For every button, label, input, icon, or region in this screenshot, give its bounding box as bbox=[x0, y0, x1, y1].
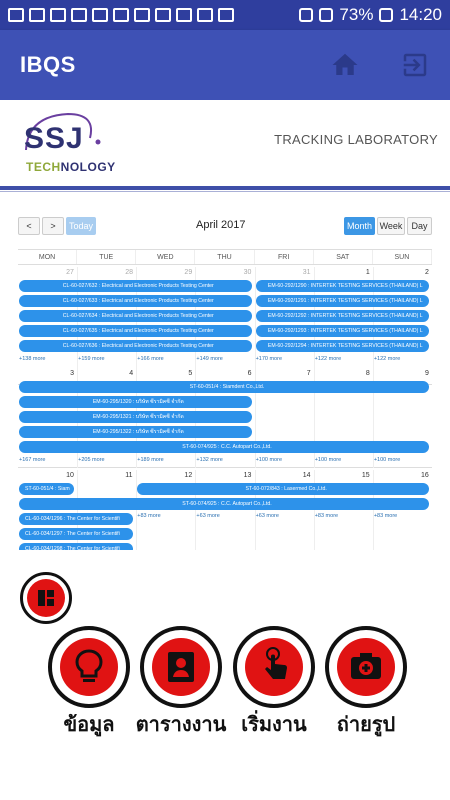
day-divider bbox=[314, 470, 315, 550]
day-number[interactable]: 14 bbox=[302, 472, 311, 479]
calendar-week bbox=[18, 368, 432, 468]
day-number[interactable]: 28 bbox=[125, 269, 134, 276]
weekday-header bbox=[18, 249, 432, 265]
calendar-event[interactable]: CL-60-034/1298 : The Center for Scientifi bbox=[19, 543, 133, 550]
company-logo bbox=[18, 108, 118, 178]
touch-icon bbox=[245, 638, 303, 696]
logo-text: SSJ bbox=[24, 122, 84, 155]
day-number[interactable]: 11 bbox=[125, 472, 133, 479]
day-number[interactable]: 6 bbox=[247, 370, 252, 377]
next-month-button[interactable]: > bbox=[42, 217, 64, 235]
calendar-event[interactable]: EM-60-292/1291 : INTERTEK TESTING SERVICES (THAILAND) L bbox=[256, 295, 429, 307]
day-number[interactable]: 16 bbox=[421, 472, 429, 479]
calendar-toolbar bbox=[18, 215, 432, 237]
day-number[interactable]: 5 bbox=[188, 370, 193, 377]
wifi-icon bbox=[299, 8, 313, 22]
camera-icon bbox=[337, 638, 395, 696]
divider bbox=[0, 186, 450, 190]
more-events-link[interactable]: +83 more bbox=[314, 513, 339, 519]
today-button[interactable]: Today bbox=[66, 217, 96, 235]
calendar-week bbox=[18, 470, 432, 550]
calendar-event[interactable]: ST-60-051/4 : Siam bbox=[19, 483, 74, 495]
more-events-link[interactable]: +100 more bbox=[314, 457, 342, 463]
weekday-label: MON bbox=[18, 250, 77, 264]
schedule-label: ตารางงาน bbox=[135, 714, 227, 736]
day-number[interactable]: 1 bbox=[365, 269, 370, 276]
weekday-label: SAT bbox=[314, 250, 373, 264]
home-button[interactable] bbox=[330, 50, 360, 80]
tagline: TRACKING LABORATORY bbox=[274, 132, 438, 147]
day-view-button[interactable]: Day bbox=[407, 217, 432, 235]
menu-grid-button[interactable] bbox=[20, 572, 72, 624]
facebook-icon bbox=[92, 8, 108, 22]
calendar-event[interactable]: EM-60-292/1294 : INTERTEK TESTING SERVICES (THAILAND) L bbox=[256, 340, 429, 352]
more-events-link[interactable]: +170 more bbox=[255, 356, 283, 362]
weekday-label: TUE bbox=[77, 250, 136, 264]
badge-icon bbox=[152, 638, 210, 696]
day-number[interactable]: 7 bbox=[306, 370, 311, 377]
calendar-event[interactable]: CL-60-027/635 : Electrical and Electronic Products Testing Center bbox=[19, 325, 252, 337]
day-number[interactable]: 12 bbox=[184, 472, 193, 479]
day-divider bbox=[255, 470, 256, 550]
calendar-event[interactable]: EM-60-295/1322 : บริษัท ซีรามิคซี จำกัด bbox=[19, 426, 252, 438]
day-divider bbox=[195, 470, 196, 550]
day-number[interactable]: 29 bbox=[184, 269, 193, 276]
more-events-link[interactable]: +63 more bbox=[196, 513, 220, 519]
more-events-link[interactable]: +138 more bbox=[19, 356, 46, 362]
image-icon bbox=[218, 8, 234, 22]
week-view-button[interactable]: Week bbox=[377, 217, 405, 235]
more-events-link[interactable]: +189 more bbox=[137, 457, 164, 463]
day-number[interactable]: 13 bbox=[243, 472, 252, 479]
more-events-link[interactable]: +100 more bbox=[373, 457, 401, 463]
more-events-link[interactable]: +166 more bbox=[137, 356, 164, 362]
day-divider bbox=[373, 470, 374, 550]
status-bar bbox=[0, 0, 450, 30]
calendar-event[interactable]: EM-60-292/1293 : INTERTEK TESTING SERVICES (THAILAND) L bbox=[256, 325, 429, 337]
more-events-link[interactable]: +122 more bbox=[314, 356, 342, 362]
more-events-link[interactable]: +83 more bbox=[373, 513, 398, 519]
calendar-event[interactable]: ST-60-072/843 : Lasermed Co.,Ltd. bbox=[137, 483, 429, 495]
exit-button[interactable] bbox=[400, 50, 430, 80]
calendar-event[interactable]: ST-60-051/4 : Siamdent Co.,Ltd. bbox=[19, 381, 429, 393]
close-box-icon bbox=[50, 8, 66, 22]
calendar-event[interactable]: CL-60-027/636 : Electrical and Electronic Products Testing Center bbox=[19, 340, 252, 352]
day-number[interactable]: 8 bbox=[365, 370, 370, 377]
calendar-event[interactable]: CL-60-027/634 : Electrical and Electronic Products Testing Center bbox=[19, 310, 252, 322]
app-bar bbox=[0, 30, 450, 100]
more-events-link[interactable]: +122 more bbox=[373, 356, 401, 362]
more-events-link[interactable]: +63 more bbox=[255, 513, 279, 519]
calendar-event[interactable]: EM-60-295/1320 : บริษัท ซีรามิคซี จำกัด bbox=[19, 396, 252, 408]
calendar-event[interactable]: ST-60-074/925 : C.C. Autopart Co.,Ltd. bbox=[19, 498, 429, 510]
shield-icon bbox=[176, 8, 192, 22]
more-events-link[interactable]: +167 more bbox=[19, 457, 46, 463]
calendar-event[interactable]: CL-60-027/633 : Electrical and Electronic Products Testing Center bbox=[19, 295, 252, 307]
day-number[interactable]: 9 bbox=[425, 370, 429, 377]
prev-month-button[interactable]: < bbox=[18, 217, 40, 235]
image-icon bbox=[155, 8, 171, 22]
calendar-event[interactable]: EM-60-292/1292 : INTERTEK TESTING SERVICES (THAILAND) L bbox=[256, 310, 429, 322]
lightbulb-icon bbox=[60, 638, 118, 696]
day-number[interactable]: 27 bbox=[66, 269, 74, 276]
company-header bbox=[0, 100, 450, 188]
divider bbox=[0, 191, 450, 192]
day-number[interactable]: 2 bbox=[425, 269, 429, 276]
mail-icon bbox=[29, 8, 45, 22]
take-photo-label: ถ่ายรูป bbox=[336, 714, 396, 736]
more-events-link[interactable]: +83 more bbox=[137, 513, 161, 519]
facebook-icon bbox=[134, 8, 150, 22]
facebook-icon bbox=[113, 8, 129, 22]
battery-level: 73% bbox=[339, 5, 374, 24]
calendar-event[interactable]: CL-60-034/1296 : The Center for Scientifi bbox=[19, 513, 133, 525]
clock: 14:20 bbox=[399, 5, 442, 24]
day-number[interactable]: 31 bbox=[302, 269, 311, 276]
day-number[interactable]: 10 bbox=[66, 472, 74, 479]
weekday-label: WED bbox=[136, 250, 195, 264]
home-icon bbox=[330, 50, 360, 80]
signal-icon bbox=[319, 8, 333, 22]
exit-icon bbox=[400, 50, 430, 80]
day-divider bbox=[136, 470, 137, 550]
chat-icon bbox=[8, 8, 24, 22]
more-events-link[interactable]: +149 more bbox=[196, 356, 223, 362]
logo-subtext: TECHNOLOGY bbox=[26, 160, 116, 174]
more-events-link[interactable]: +100 more bbox=[255, 457, 283, 463]
day-number[interactable]: 3 bbox=[70, 370, 75, 377]
weekday-label: THU bbox=[195, 250, 254, 264]
day-number[interactable]: 30 bbox=[243, 269, 252, 276]
info-label: ข้อมูล bbox=[63, 714, 115, 736]
day-number[interactable]: 4 bbox=[129, 370, 134, 377]
day-number[interactable]: 15 bbox=[361, 472, 370, 479]
calendar-event[interactable]: ST-60-074/925 : C.C. Autopart Co.,Ltd. bbox=[19, 441, 429, 453]
calendar bbox=[18, 215, 432, 550]
more-events-link[interactable]: +205 more bbox=[78, 457, 105, 463]
app-title: IBQS bbox=[20, 52, 76, 77]
calendar-event[interactable]: EM-60-292/1290 : INTERTEK TESTING SERVICES (THAILAND) L bbox=[256, 280, 429, 292]
start-work-label: เริ่มงาน bbox=[241, 714, 307, 736]
at-sign-icon bbox=[197, 8, 213, 22]
month-view-button[interactable]: Month bbox=[344, 217, 375, 235]
calendar-event[interactable]: EM-60-295/1321 : บริษัท ซีรามิคซี จำกัด bbox=[19, 411, 252, 423]
calendar-title: April 2017 bbox=[196, 219, 246, 231]
weekday-label: SUN bbox=[373, 250, 432, 264]
calendar-event[interactable]: CL-60-027/632 : Electrical and Electronic Products Testing Center bbox=[19, 280, 252, 292]
notification-icons bbox=[8, 8, 234, 22]
facebook-icon bbox=[71, 8, 87, 22]
grid-icon bbox=[27, 579, 65, 617]
more-events-link[interactable]: +159 more bbox=[78, 356, 105, 362]
weekday-label: FRI bbox=[255, 250, 314, 264]
calendar-event[interactable]: CL-60-034/1297 : The Center for Scientifi bbox=[19, 528, 133, 540]
more-events-link[interactable]: +132 more bbox=[196, 457, 223, 463]
battery-icon bbox=[379, 8, 393, 22]
